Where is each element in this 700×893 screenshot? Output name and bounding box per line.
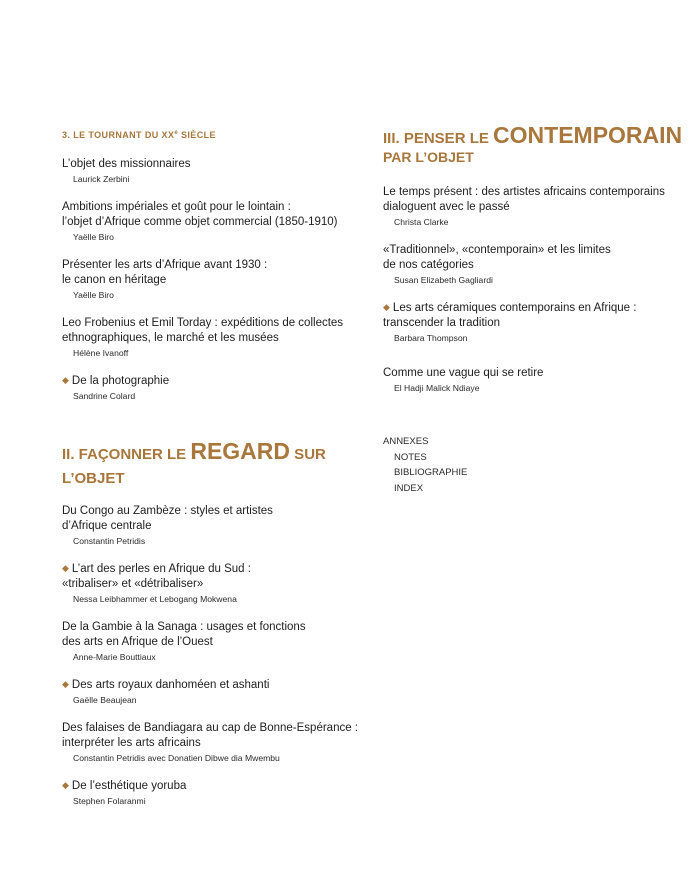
entry-title: [62, 721, 362, 751]
entry-title-line: [62, 331, 362, 346]
entry-title-text: l’objet d’Afrique comme objet commercial (1850-1910): [62, 216, 338, 228]
entry-title: [62, 200, 362, 230]
toc-entry: [62, 258, 362, 301]
toc-entry: [62, 200, 362, 243]
entry-title-line: [62, 519, 362, 534]
entry-title-text: le canon en héritage: [62, 274, 167, 286]
entry-title-text: interpréter les arts africains: [62, 737, 201, 749]
entry-title-text: L’objet des missionnaires: [62, 158, 191, 170]
entry-title-line: [383, 185, 683, 200]
entry-title: [62, 620, 362, 650]
annexes-item-bibliographie: BIBLIOGRAPHIE: [394, 467, 468, 478]
entry-author: Hélène Ivanoff: [73, 348, 129, 358]
toc-entry: [62, 721, 362, 764]
toc-entry: [62, 316, 362, 359]
entry-title-text: «tribaliser» et «détribaliser»: [62, 578, 204, 590]
entry-title-line: [62, 504, 362, 519]
entry-title-line: [62, 273, 362, 288]
entry-title: [383, 301, 683, 331]
toc-entry: [62, 157, 362, 185]
entry-author: Yaëlle Biro: [73, 290, 114, 300]
entry-title-text: Leo Frobenius et Emil Torday : expéditions de collectes: [62, 317, 344, 329]
section-2-heading: II. FAÇONNER LE REGARD SUR L’OBJET: [62, 438, 326, 487]
entry-title: [62, 374, 362, 389]
toc-entry: [62, 620, 362, 663]
left-column: [62, 130, 362, 822]
entry-title-line: [62, 779, 362, 794]
diamond-icon: ◆: [62, 780, 69, 790]
entry-title-text: Les arts céramiques contemporains en Afrique :: [392, 302, 637, 314]
diamond-icon: ◆: [62, 563, 69, 573]
entry-title-line: [62, 562, 362, 577]
entry-title-line: [62, 736, 362, 751]
entry-title-text: L’art des perles en Afrique du Sud :: [71, 563, 251, 575]
entry-title-line: [62, 258, 362, 273]
toc-entry: [383, 185, 683, 228]
entry-title-text: Du Congo au Zambèze : styles et artistes: [62, 505, 273, 517]
entry-list-section3: [383, 185, 683, 394]
entry-title-line: [62, 635, 362, 650]
entry-list-section2: [62, 504, 362, 807]
entry-title-line: [383, 301, 683, 316]
entry-author: Constantin Petridis: [73, 536, 146, 546]
entry-title-text: Le temps présent : des artistes africains contemporains: [383, 186, 665, 198]
entry-title-line: [62, 200, 362, 215]
annexes-item-notes: NOTES: [394, 451, 427, 463]
toc-entry: [62, 678, 362, 706]
entry-title-line: [383, 258, 683, 273]
entry-title-text: De la Gambie à la Sanaga : usages et fonctions: [62, 621, 306, 633]
entry-title: [62, 316, 362, 346]
entry-author: Nessa Leibhammer et Lebogang Mokwena: [73, 594, 237, 604]
entry-author: Anne-Marie Bouttiaux: [73, 652, 156, 662]
entry-author: Gaëlle Beaujean: [73, 695, 137, 705]
entry-title-text: d’Afrique centrale: [62, 520, 152, 532]
entry-title: [62, 678, 362, 693]
toc-entry: [62, 562, 362, 605]
entry-title-text: dialoguent avec le passé: [383, 201, 510, 213]
entry-title: [62, 779, 362, 794]
entry-title-line: [62, 215, 362, 230]
entry-title-line: [383, 243, 683, 258]
entry-title-text: Des falaises de Bandiagara au cap de Bonne-Espérance :: [62, 722, 359, 734]
entry-title-line: [383, 316, 683, 331]
toc-entry: [62, 374, 362, 402]
toc-entry: [383, 301, 683, 344]
entry-author: Laurick Zerbini: [73, 174, 130, 184]
entry-title-line: [62, 577, 362, 592]
entry-title: [383, 366, 683, 381]
entry-author: Susan Elizabeth Gagliardi: [394, 275, 493, 285]
entry-title: [62, 562, 362, 592]
section-3-heading: III. PENSER LE CONTEMPORAIN PAR L’OBJET: [383, 122, 683, 165]
entry-title-text: Présenter les arts d’Afrique avant 1930 :: [62, 259, 268, 271]
entry-title-text: transcender la tradition: [383, 317, 500, 329]
subsection-heading: 3. LE TOURNANT DU XXe SIÈCLE: [62, 130, 216, 140]
entry-title-text: «Traditionnel», «contemporain» et les limites: [383, 244, 611, 256]
entry-author: El Hadji Malick Ndiaye: [394, 383, 480, 393]
entry-author: Christa Clarke: [394, 217, 449, 227]
entry-title-text: Comme une vague qui se retire: [383, 367, 544, 379]
entry-list-part1: [62, 157, 362, 402]
diamond-icon: ◆: [62, 679, 69, 689]
entry-title-line: [383, 200, 683, 215]
toc-entry: [383, 366, 683, 394]
entry-title-text: De l’esthétique yoruba: [71, 780, 187, 792]
entry-title-line: [383, 366, 683, 381]
annexes: [383, 434, 683, 496]
entry-title-line: [62, 678, 362, 693]
entry-title-text: De la photographie: [71, 375, 170, 387]
entry-title: [383, 185, 683, 215]
entry-author: Barbara Thompson: [394, 333, 468, 343]
entry-title-line: [62, 157, 362, 172]
entry-author: Stephen Folaranmi: [73, 796, 146, 806]
annexes-title: ANNEXES: [383, 436, 429, 447]
toc-entry: [62, 779, 362, 807]
diamond-icon: ◆: [62, 375, 69, 385]
toc-entry: [62, 504, 362, 547]
entry-title-line: [62, 374, 362, 389]
entry-title: [62, 258, 362, 288]
diamond-icon: ◆: [383, 302, 390, 312]
entry-title: [62, 504, 362, 534]
entry-title-text: Des arts royaux danhoméen et ashanti: [71, 679, 270, 691]
entry-author: Constantin Petridis avec Donatien Dibwe dia Mwembu: [73, 753, 280, 763]
annexes-item-index: INDEX: [394, 482, 424, 494]
entry-title-text: de nos catégories: [383, 259, 474, 271]
entry-title-line: [62, 721, 362, 736]
entry-title-text: Ambitions impériales et goût pour le lointain :: [62, 201, 291, 213]
entry-author: Sandrine Colard: [73, 391, 136, 401]
entry-title-text: des arts en Afrique de l’Ouest: [62, 636, 213, 648]
toc-entry: [383, 243, 683, 286]
entry-title-line: [62, 316, 362, 331]
entry-author: Yaëlle Biro: [73, 232, 114, 242]
entry-title-line: [62, 620, 362, 635]
right-column: [383, 124, 683, 496]
entry-title-text: ethnographiques, le marché et les musées: [62, 332, 279, 344]
entry-title: [62, 157, 362, 172]
entry-title: [383, 243, 683, 273]
